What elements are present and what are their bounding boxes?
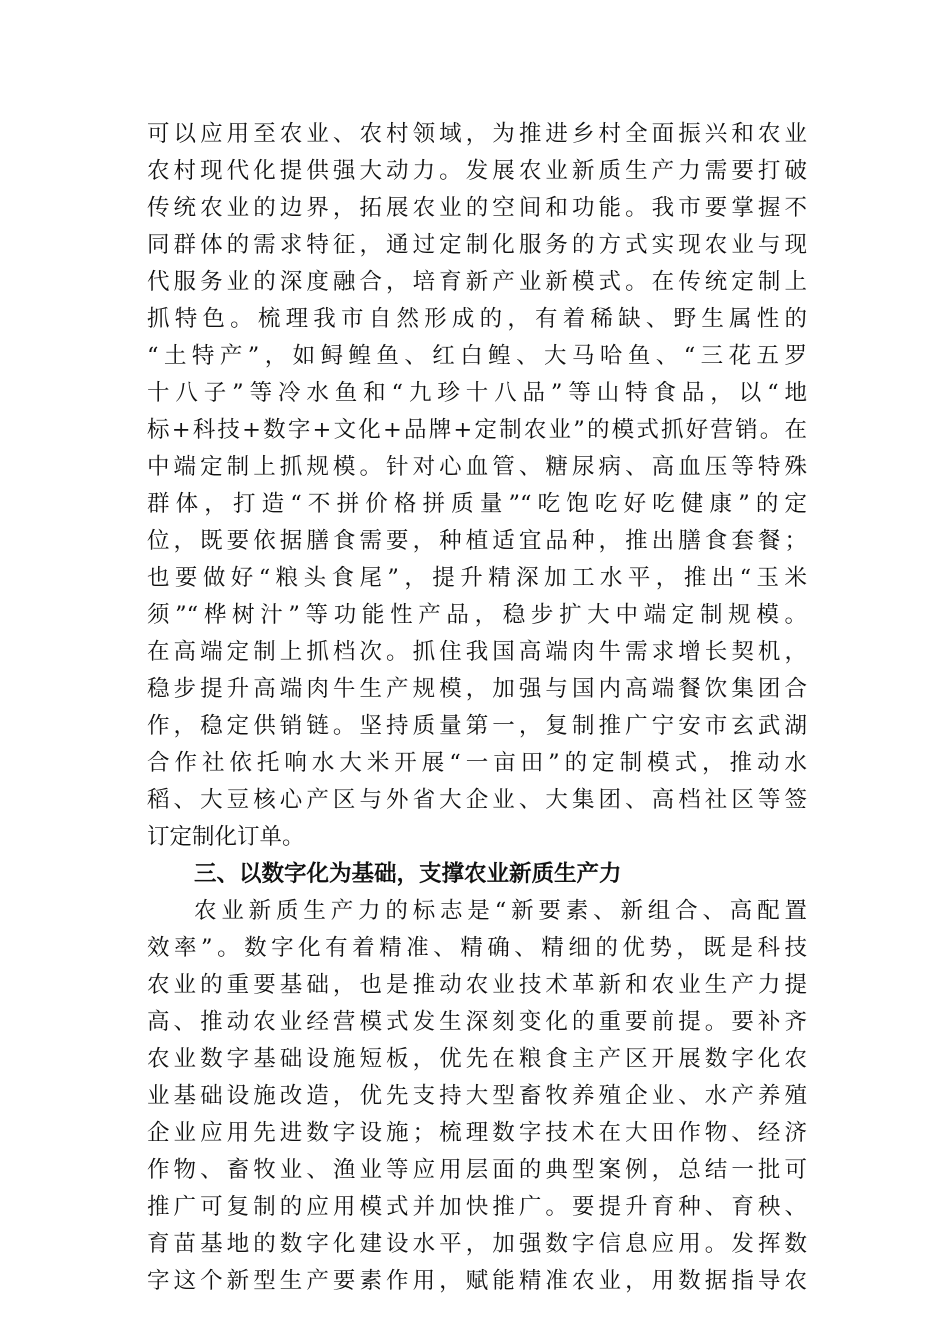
text-line: 标+科技+数字+文化+品牌+定制农业”的模式抓好营销。在: [147, 417, 807, 443]
text-line: 也要做好“粮头食尾”，提升精深加工水平，推出“玉米: [147, 565, 807, 591]
paragraph-1: [147, 116, 807, 856]
text-line: 业基础设施改造，优先支持大型畜牧养殖企业、水产养殖: [147, 1083, 807, 1109]
text-line: 农业的重要基础，也是推动农业技术革新和农业生产力提: [147, 972, 807, 998]
text-line: 育苗基地的数字化建设水平，加强数字信息应用。发挥数: [147, 1231, 807, 1257]
paragraph-2: [147, 893, 807, 1300]
text-line: 农业新质生产力的标志是“新要素、新组合、高配置: [194, 898, 807, 924]
text-line: 作物、畜牧业、渔业等应用层面的典型案例，总结一批可: [147, 1157, 807, 1183]
text-line: 十八子”等冷水鱼和“九珍十八品”等山特食品，以“地: [147, 380, 807, 406]
text-line: 中端定制上抓规模。针对心血管、糖尿病、高血压等特殊: [147, 454, 807, 480]
text-line: 群体，打造“不拼价格拼质量”“吃饱吃好吃健康”的定: [147, 491, 807, 517]
text-line: 稻、大豆核心产区与外省大企业、大集团、高档社区等签: [147, 787, 807, 813]
text-line: 稳步提升高端肉牛生产规模，加强与国内高端餐饮集团合: [147, 676, 807, 702]
text-line: 字这个新型生产要素作用，赋能精准农业，用数据指导农: [147, 1268, 807, 1294]
text-line: 在高端定制上抓档次。抓住我国高端肉牛需求增长契机，: [147, 639, 807, 665]
text-line: 效率”。数字化有着精准、精确、精细的优势，既是科技: [147, 935, 807, 961]
text-line: 代服务业的深度融合，培育新产业新模式。在传统定制上: [147, 269, 807, 295]
text-line: 同群体的需求特征，通过定制化服务的方式实现农业与现: [147, 232, 807, 258]
text-line: 作，稳定供销链。坚持质量第一，复制推广宁安市玄武湖: [147, 713, 807, 739]
text-line: 位，既要依据膳食需要，种植适宜品种，推出膳食套餐；: [147, 528, 807, 554]
text-line: 可以应用至农业、农村领域，为推进乡村全面振兴和农业: [147, 121, 807, 147]
text-line: 传统农业的边界，拓展农业的空间和功能。我市要掌握不: [147, 195, 807, 221]
text-line: 订定制化订单。: [147, 824, 305, 850]
section-heading: 三、以数字化为基础，支撑农业新质生产力: [194, 861, 622, 887]
text-line: “土特产”，如鲟鳇鱼、红白鳇、大马哈鱼、“三花五罗: [147, 343, 807, 369]
text-line: 高、推动农业经营模式发生深刻变化的重要前提。要补齐: [147, 1009, 807, 1035]
text-line: 农村现代化提供强大动力。发展农业新质生产力需要打破: [147, 158, 807, 184]
text-line: 推广可复制的应用模式并加快推广。要提升育种、育秧、: [147, 1194, 807, 1220]
text-line: 合作社依托响水大米开展“一亩田”的定制模式，推动水: [147, 750, 807, 776]
document-page: [147, 116, 807, 1300]
text-line: 须”“桦树汁”等功能性产品，稳步扩大中端定制规模。: [147, 602, 807, 628]
text-line: 抓特色。梳理我市自然形成的，有着稀缺、野生属性的: [147, 306, 807, 332]
text-line: 企业应用先进数字设施；梳理数字技术在大田作物、经济: [147, 1120, 807, 1146]
text-line: 农业数字基础设施短板，优先在粮食主产区开展数字化农: [147, 1046, 807, 1072]
